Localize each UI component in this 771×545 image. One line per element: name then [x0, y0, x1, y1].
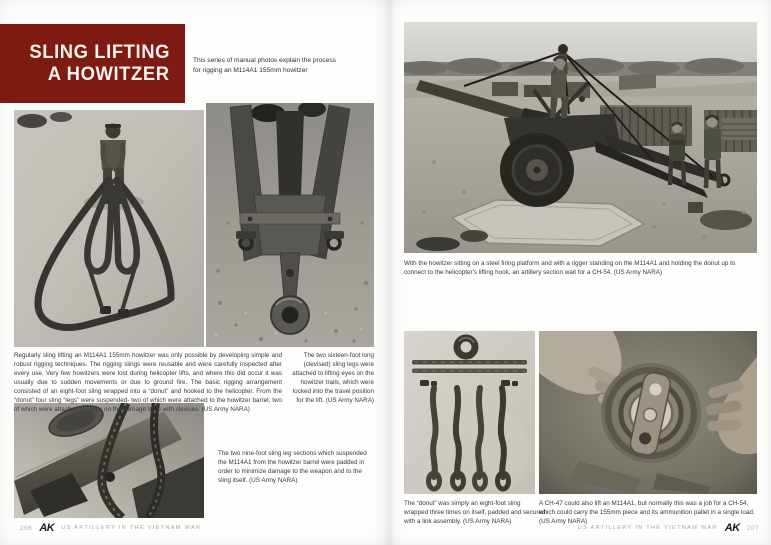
chapter-subtitle-line2: for rigging an M114A1 155mm howitzer	[193, 66, 308, 74]
page-number-left: 206	[20, 524, 33, 532]
photo-sling-layout-image	[14, 110, 204, 347]
chapter-subtitle-line1: This series of manual photos explain the process	[193, 57, 336, 64]
chapter-title-box	[0, 24, 185, 103]
caption-trail-legs: The two sixteen-foot long (clevised) sling legs were attached to lifting eyes on the howitzer trails, which were locked into the travel position for the lift. (US Army NARA)	[292, 352, 374, 404]
caption-rigging-overview: Regularly sling lifting an M114A1 155mm howitzer was only possible by developing simple and robust rigging techniques. The rigging slings were reusable and were carefully inspected after every use. Very few howitzers were lost during helicopter lifts, and where this did occur it was usually due to sudden movements or due to ground fire. The basic rigging arrangement consisted of an eight-foot sling wrapped into a “donut” and hooked to the helicopter. From the “donut” four sling “legs” were suspended- two of which were attached to the howitzer barrel, two of which were attached to loops on the carriage trails with clevises. (US Army NARA)	[14, 352, 282, 413]
page-fold-shadow	[374, 0, 404, 545]
photo-howitzer-rigger	[404, 22, 757, 253]
caption-platform-rigger: With the howitzer sitting on a steel firing platform and with a rigger standing on the M114A1 and holding the donut up to connect to the helicopter's lifting hook, an artillery section wait for a CH-54. (US Army NARA)	[404, 260, 736, 276]
caption-donut-kit: The “donut” was simply an eight-foot sling wrapped three times on itself, padded and secured with a link assembly. (US Army NARA)	[404, 500, 546, 525]
caption-barrel-slings: The two nine-foot sling leg sections which suspended the M114A1 from the howitzer barrel were padded in order to minimize damage to the weapon and to the sling itself. (US Army NARA)	[218, 450, 367, 484]
footer-right	[578, 521, 759, 535]
photo-barrel-padded-slings-image	[14, 403, 204, 518]
photo-trails-overhead	[206, 103, 374, 347]
book-title-left: US ARTILLERY IN THE VIETNAM WAR	[61, 525, 202, 531]
caption-donut-closeup: A CH-47 could also lift an M114A1, but normally this was a job for a CH-54, which could carry the 155mm piece and its ammunition pallet in a single load. (US Army NARA)	[539, 500, 755, 525]
page-number-right: 207	[746, 524, 759, 532]
chapter-subtitle	[193, 56, 371, 75]
photo-donut-closeup-image	[539, 331, 757, 494]
chapter-title-line1: SLING LIFTING	[29, 42, 170, 64]
photo-donut-closeup	[539, 331, 757, 494]
ak-logo: AK	[39, 522, 55, 534]
ak-logo-right: AK	[724, 522, 740, 534]
footer-left	[20, 521, 201, 535]
chapter-title-line2: A HOWITZER	[48, 63, 170, 85]
book-title-right: US ARTILLERY IN THE VIETNAM WAR	[577, 525, 718, 531]
photo-howitzer-rigger-image	[404, 22, 757, 253]
photo-trails-overhead-image	[206, 103, 374, 347]
photo-sling-kit	[404, 331, 535, 494]
photo-sling-kit-image	[404, 331, 535, 494]
photo-sling-layout	[14, 110, 204, 347]
photo-barrel-padded-slings	[14, 403, 204, 518]
